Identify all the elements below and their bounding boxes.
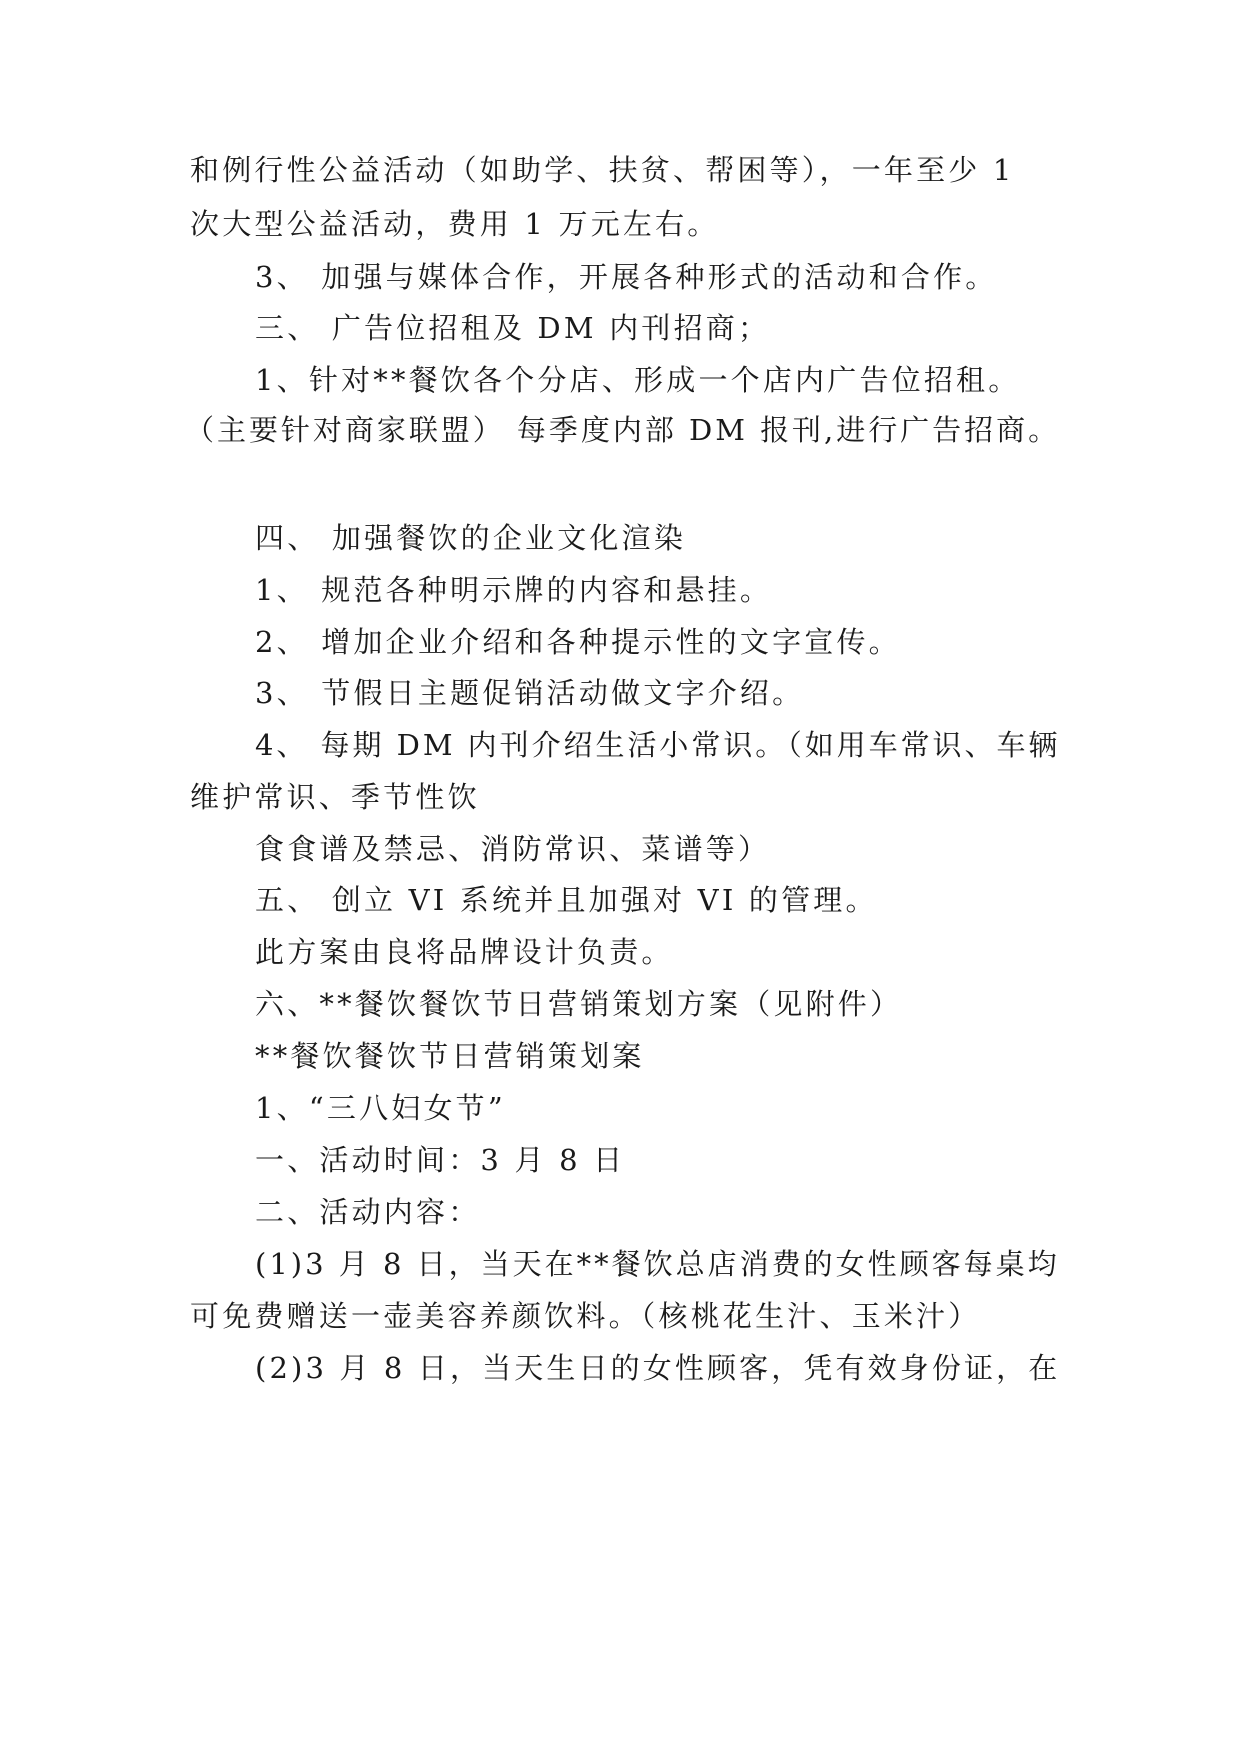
section-heading: 四、 加强餐饮的企业文化渲染 [255, 521, 687, 555]
text-line: 4、 每期 DM 内刊介绍生活小常识。（如用车常识、车辆 [255, 728, 1061, 762]
text-line: 二、活动内容： [255, 1195, 481, 1229]
text-line: 1、“三八妇女节” [255, 1091, 506, 1125]
text-line: (2)3 月 8 日，当天生日的女性顾客，凭有效身份证，在 [255, 1351, 1061, 1385]
section-heading: 六、**餐饮餐饮节日营销策划方案（见附件） [255, 987, 903, 1021]
text-line: 可免费赠送一壶美容养颜饮料。（核桃花生汁、玉米汁） [190, 1299, 981, 1333]
text-line: 此方案由良将品牌设计负责。 [255, 935, 674, 969]
text-line: **餐饮餐饮节日营销策划案 [255, 1039, 645, 1073]
text-line: (1)3 月 8 日，当天在**餐饮总店消费的女性顾客每桌均 [255, 1247, 1060, 1281]
text-line: 和例行性公益活动（如助学、扶贫、帮困等），一年至少 1 [190, 153, 1015, 187]
text-line: （主要针对商家联盟） 每季度内部 DM 报刊,进行广告招商。 [185, 413, 1061, 447]
text-line: 一、活动时间：3 月 8 日 [255, 1143, 626, 1177]
text-line: 1、针对**餐饮各个分店、形成一个店内广告位招租。 [255, 363, 1021, 397]
text-line: 食食谱及禁忌、消防常识、菜谱等） [255, 832, 771, 866]
text-line: 维护常识、季节性饮 [190, 780, 480, 814]
section-heading: 三、 广告位招租及 DM 内刊招商； [255, 311, 771, 345]
text-line: 1、 规范各种明示牌的内容和悬挂。 [255, 573, 773, 607]
text-line: 3、 加强与媒体合作，开展各种形式的活动和合作。 [255, 260, 998, 294]
text-line: 次大型公益活动，费用 1 万元左右。 [190, 207, 720, 241]
section-heading: 五、 创立 VI 系统并且加强对 VI 的管理。 [255, 883, 878, 917]
text-line: 2、 增加企业介绍和各种提示性的文字宣传。 [255, 625, 901, 659]
text-line: 3、 节假日主题促销活动做文字介绍。 [255, 676, 805, 710]
